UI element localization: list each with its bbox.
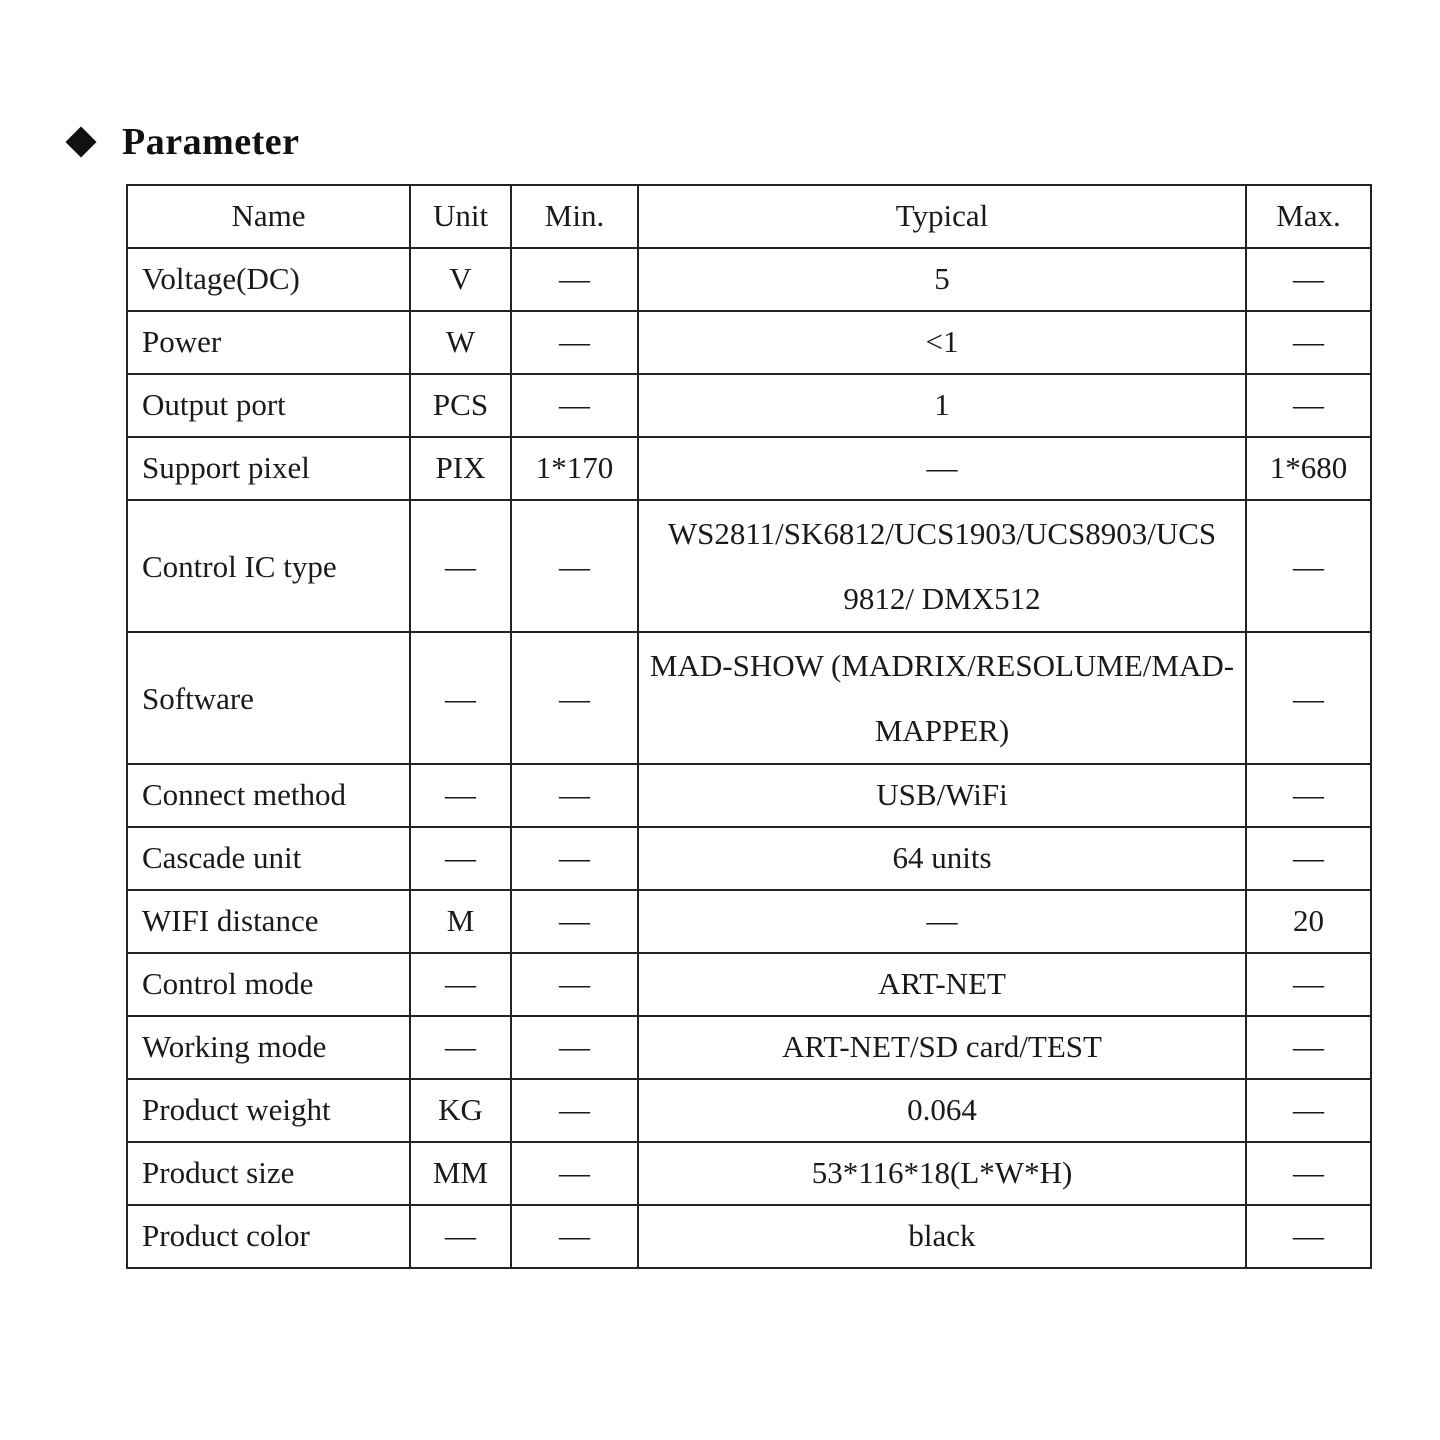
cell-min: — — [511, 500, 638, 632]
cell-typical: 53*116*18(L*W*H) — [638, 1142, 1246, 1205]
cell-max: — — [1246, 1016, 1371, 1079]
cell-max: — — [1246, 1205, 1371, 1268]
table-row — [127, 890, 1371, 953]
cell-name: WIFI distance — [127, 890, 410, 953]
cell-unit: — — [410, 953, 511, 1016]
cell-name: Product color — [127, 1205, 410, 1268]
table-row — [127, 632, 1371, 764]
cell-typical: — — [638, 890, 1246, 953]
table-row — [127, 248, 1371, 311]
cell-min: — — [511, 827, 638, 890]
cell-max: — — [1246, 632, 1371, 764]
cell-typical: 64 units — [638, 827, 1246, 890]
column-header-min: Min. — [511, 185, 638, 248]
cell-unit: — — [410, 1205, 511, 1268]
cell-name: Software — [127, 632, 410, 764]
cell-unit: — — [410, 500, 511, 632]
cell-typical: ART-NET — [638, 953, 1246, 1016]
cell-max: — — [1246, 953, 1371, 1016]
cell-min: 1*170 — [511, 437, 638, 500]
cell-typical: ART-NET/SD card/TEST — [638, 1016, 1246, 1079]
cell-name: Cascade unit — [127, 827, 410, 890]
cell-unit: — — [410, 827, 511, 890]
cell-name: Support pixel — [127, 437, 410, 500]
cell-unit: KG — [410, 1079, 511, 1142]
cell-typical: USB/WiFi — [638, 764, 1246, 827]
table-row — [127, 1205, 1371, 1268]
cell-unit: — — [410, 1016, 511, 1079]
cell-min: — — [511, 632, 638, 764]
cell-name: Connect method — [127, 764, 410, 827]
column-header-typical: Typical — [638, 185, 1246, 248]
cell-min: — — [511, 1142, 638, 1205]
table-row — [127, 311, 1371, 374]
section-title: Parameter — [122, 121, 300, 163]
cell-typical: 1 — [638, 374, 1246, 437]
diamond-bullet-icon — [65, 126, 96, 157]
table-row — [127, 1142, 1371, 1205]
cell-max: — — [1246, 248, 1371, 311]
table-row — [127, 500, 1371, 632]
table-header-row — [127, 185, 1371, 248]
cell-typical: <1 — [638, 311, 1246, 374]
cell-name: Control mode — [127, 953, 410, 1016]
cell-typical: 0.064 — [638, 1079, 1246, 1142]
cell-name: Control IC type — [127, 500, 410, 632]
cell-unit: PCS — [410, 374, 511, 437]
cell-max: — — [1246, 1142, 1371, 1205]
cell-min: — — [511, 374, 638, 437]
cell-max: — — [1246, 311, 1371, 374]
section-heading — [62, 118, 300, 166]
cell-name: Working mode — [127, 1016, 410, 1079]
cell-name: Voltage(DC) — [127, 248, 410, 311]
cell-name: Output port — [127, 374, 410, 437]
cell-typical: black — [638, 1205, 1246, 1268]
cell-unit: — — [410, 764, 511, 827]
table-row — [127, 764, 1371, 827]
cell-max: 20 — [1246, 890, 1371, 953]
cell-unit: MM — [410, 1142, 511, 1205]
cell-unit: M — [410, 890, 511, 953]
cell-name: Power — [127, 311, 410, 374]
cell-max: — — [1246, 827, 1371, 890]
column-header-max: Max. — [1246, 185, 1371, 248]
cell-typical: 5 — [638, 248, 1246, 311]
cell-min: — — [511, 248, 638, 311]
table-row — [127, 437, 1371, 500]
cell-max: — — [1246, 374, 1371, 437]
table-row — [127, 1016, 1371, 1079]
cell-max: — — [1246, 764, 1371, 827]
cell-unit: PIX — [410, 437, 511, 500]
cell-typical: — — [638, 437, 1246, 500]
table-row — [127, 953, 1371, 1016]
cell-min: — — [511, 764, 638, 827]
cell-min: — — [511, 311, 638, 374]
cell-min: — — [511, 1205, 638, 1268]
column-header-name: Name — [127, 185, 410, 248]
cell-typical: MAD-SHOW (MADRIX/RESOLUME/MAD-MAPPER) — [638, 632, 1246, 764]
cell-name: Product size — [127, 1142, 410, 1205]
table-row — [127, 827, 1371, 890]
cell-name: Product weight — [127, 1079, 410, 1142]
cell-min: — — [511, 1079, 638, 1142]
cell-max: 1*680 — [1246, 437, 1371, 500]
cell-min: — — [511, 953, 638, 1016]
table-row — [127, 1079, 1371, 1142]
column-header-unit: Unit — [410, 185, 511, 248]
parameter-table — [126, 184, 1372, 1269]
cell-unit: — — [410, 632, 511, 764]
cell-max: — — [1246, 500, 1371, 632]
cell-typical: WS2811/SK6812/UCS1903/UCS8903/UCS 9812/ DMX512 — [638, 500, 1246, 632]
cell-min: — — [511, 1016, 638, 1079]
cell-min: — — [511, 890, 638, 953]
cell-unit: V — [410, 248, 511, 311]
table-row — [127, 374, 1371, 437]
cell-max: — — [1246, 1079, 1371, 1142]
cell-unit: W — [410, 311, 511, 374]
